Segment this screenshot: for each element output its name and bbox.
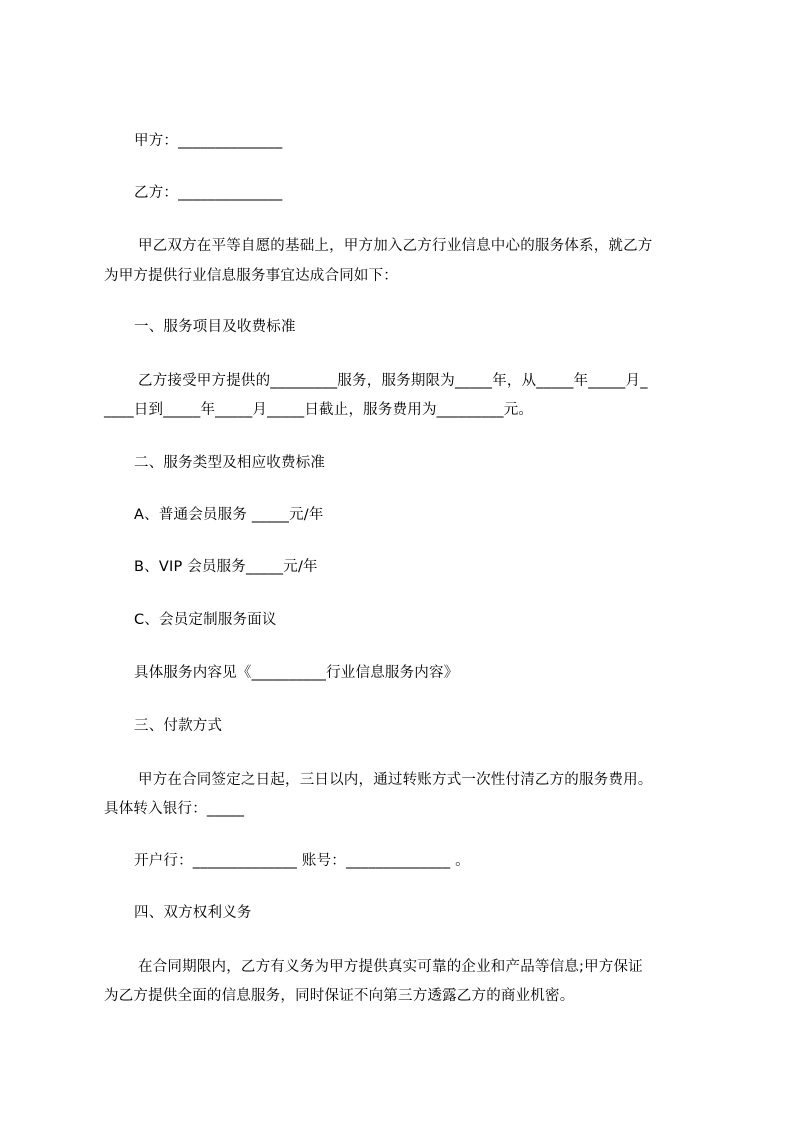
intro-paragraph-line-2: 为甲方提供行业信息服务事宜达成合同如下： xyxy=(104,268,398,284)
intro-paragraph-line-1: 甲乙双方在平等自愿的基础上，甲方加入乙方行业信息中心的服务体系，就乙方 xyxy=(138,238,653,254)
section-3-title: 三、付款方式 xyxy=(134,718,223,734)
section-1-title: 一、服务项目及收费标准 xyxy=(134,319,296,335)
section-4-paragraph-line-2: 为乙方提供全面的信息服务，同时保证不向第三方透露乙方的商业机密。 xyxy=(104,988,575,1004)
section-4-paragraph-line-1: 在合同期限内，乙方有义务为甲方提供真实可靠的企业和产品等信息;甲方保证 xyxy=(138,959,643,975)
service-item-b: B、VIP 会员服务_____元/年 xyxy=(134,559,318,575)
service-detail-line: 具体服务内容见《__________行业信息服务内容》 xyxy=(134,665,459,681)
section-4-title: 四、双方权利义务 xyxy=(134,905,252,921)
section-3-paragraph-line-1: 甲方在合同签定之日起，三日以内，通过转账方式一次性付清乙方的服务费用。 xyxy=(138,772,653,788)
service-item-a: A、普通会员服务 _____元/年 xyxy=(134,507,324,523)
section-2-title: 二、服务类型及相应收费标准 xyxy=(134,455,326,471)
party-b-line: 乙方：______________ xyxy=(134,185,283,201)
bank-account-line: 开户行：______________ 账号：______________ 。 xyxy=(134,853,470,869)
section-1-paragraph-line-2: ____日到_____年_____月_____日截止，服务费用为_________元。 xyxy=(104,402,534,418)
section-3-paragraph-line-2: 具体转入银行：_____ xyxy=(104,801,245,817)
party-a-line: 甲方：______________ xyxy=(134,133,283,149)
section-1-paragraph-line-1: 乙方接受甲方提供的_________服务，服务期限为_____年，从_____年_____月_ xyxy=(138,373,648,389)
service-item-c: C、会员定制服务面议 xyxy=(134,612,277,628)
